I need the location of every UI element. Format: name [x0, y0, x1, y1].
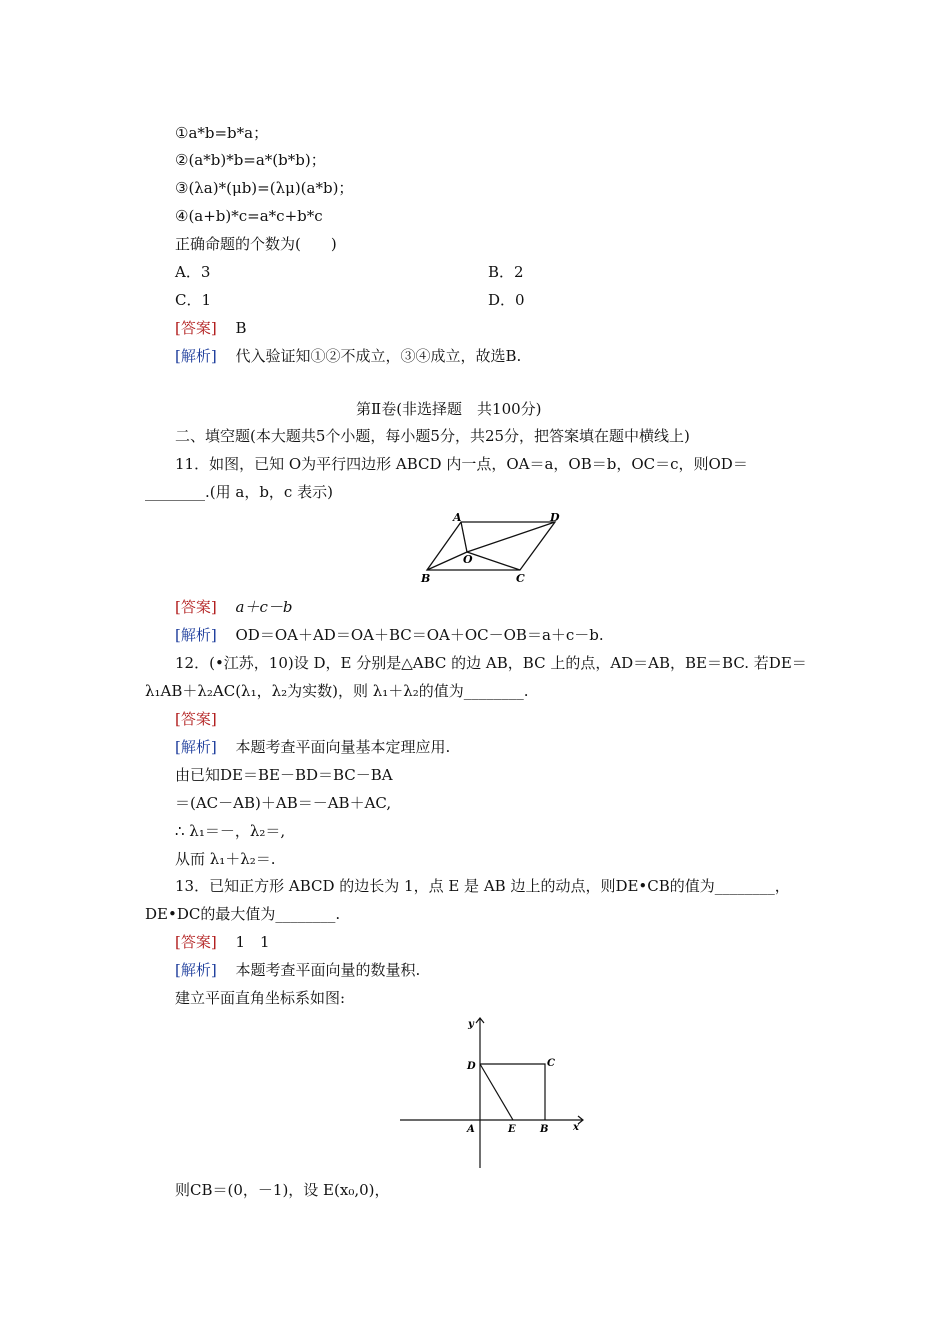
segment-oa [461, 522, 467, 552]
q12-step-3: ∴ λ₁＝－，λ₂＝, [175, 822, 286, 840]
q10-answer-line [175, 318, 247, 338]
q10-option-b: B．2 [488, 263, 524, 281]
analysis-tag: [解析] [175, 738, 217, 756]
q13-step-2: 则CB＝(0，－1)，设 E(x₀,0)， [175, 1181, 390, 1199]
q11-answer-line [175, 597, 292, 617]
q13-text-line2: DE•DC的最大值为________. [145, 905, 341, 923]
section-title: 第Ⅱ卷(非选择题 共100分) [356, 400, 542, 418]
label-a: A [467, 1124, 475, 1135]
label-d: D [550, 512, 560, 524]
q13-analysis-line [175, 960, 420, 980]
q12-step-4: 从而 λ₁＋λ₂＝. [175, 850, 276, 868]
q12-text-line2: λ₁AB＋λ₂AC(λ₁，λ₂为实数)，则 λ₁＋λ₂的值为________. [145, 682, 529, 700]
label-b: B [421, 572, 431, 585]
label-c: C [516, 572, 525, 585]
q11-analysis-line [175, 625, 604, 645]
label-b: B [540, 1124, 549, 1135]
label-c: C [547, 1058, 555, 1069]
label-d: D [467, 1061, 476, 1072]
q10-question: 正确命题的个数为( ) [175, 235, 337, 253]
q10-analysis-line [175, 346, 521, 366]
section-instruction: 二、填空题(本大题共5个小题，每小题5分，共25分，把答案填在题中横线上) [175, 427, 690, 445]
q11-analysis: OD＝OA＋AD＝OA＋BC＝OA＋OC－OB＝a＋c－b. [235, 626, 604, 644]
answer-tag: [答案] [175, 933, 217, 951]
label-y: y [468, 1019, 474, 1030]
analysis-tag: [解析] [175, 626, 217, 644]
q12-answer-line [175, 709, 217, 729]
q13-answer-line [175, 932, 270, 952]
q10-answer: B [235, 319, 247, 337]
square-sides [480, 1064, 545, 1120]
label-e: E [508, 1124, 516, 1135]
answer-tag: [答案] [175, 598, 217, 616]
q10-analysis: 代入验证知①②不成立，③④成立，故选B. [235, 347, 522, 365]
parallelogram-figure [415, 512, 575, 588]
label-a: A [453, 512, 462, 524]
q12-analysis: 本题考查平面向量基本定理应用. [235, 738, 451, 756]
q10-option-c: C．1 [175, 291, 212, 309]
proposition-4: ④(a+b)*c=a*c+b*c [175, 207, 323, 225]
q11-text-line2: ________.(用 a，b，c 表示) [145, 483, 333, 501]
q12-step-1: 由已知DE＝BE－BD＝BC－BA [175, 766, 393, 784]
answer-tag: [答案] [175, 710, 217, 728]
q13-analysis: 本题考查平面向量的数量积. [235, 961, 421, 979]
q12-step-2: ＝(AC－AB)＋AB＝－AB＋AC, [175, 794, 392, 812]
label-o: O [463, 553, 473, 566]
q11-answer: a＋c－b [235, 598, 293, 616]
segment-od [467, 522, 555, 552]
answer-tag: [答案] [175, 319, 217, 337]
q12-analysis-line [175, 737, 450, 757]
proposition-3: ③(λa)*(μb)=(λμ)(a*b)； [175, 179, 354, 197]
q12-text-line1: 12．(•江苏，10)设 D，E 分别是△ABC 的边 AB，BC 上的点，AD＝AB，BE＝BC. 若DE＝ [175, 654, 807, 672]
q10-option-d: D．0 [488, 291, 525, 309]
coordinate-figure [395, 1012, 590, 1170]
q13-answer: 1 1 [235, 933, 270, 951]
q10-option-a: A．3 [175, 263, 211, 281]
proposition-1: ①a*b=b*a； [175, 124, 269, 142]
proposition-2: ②(a*b)*b=a*(b*b)； [175, 151, 326, 169]
segment-de [480, 1064, 513, 1120]
q13-step-1: 建立平面直角坐标系如图: [175, 989, 346, 1007]
label-x: x [573, 1122, 579, 1133]
analysis-tag: [解析] [175, 347, 217, 365]
q11-text-line1: 11．如图，已知 O为平行四边形 ABCD 内一点，OA＝a，OB＝b，OC＝c，则OD＝ [175, 455, 748, 473]
segment-oc [467, 552, 520, 570]
analysis-tag: [解析] [175, 961, 217, 979]
q13-text-line1: 13．已知正方形 ABCD 的边长为 1，点 E 是 AB 边上的动点，则DE•CB的值为________， [175, 877, 790, 895]
